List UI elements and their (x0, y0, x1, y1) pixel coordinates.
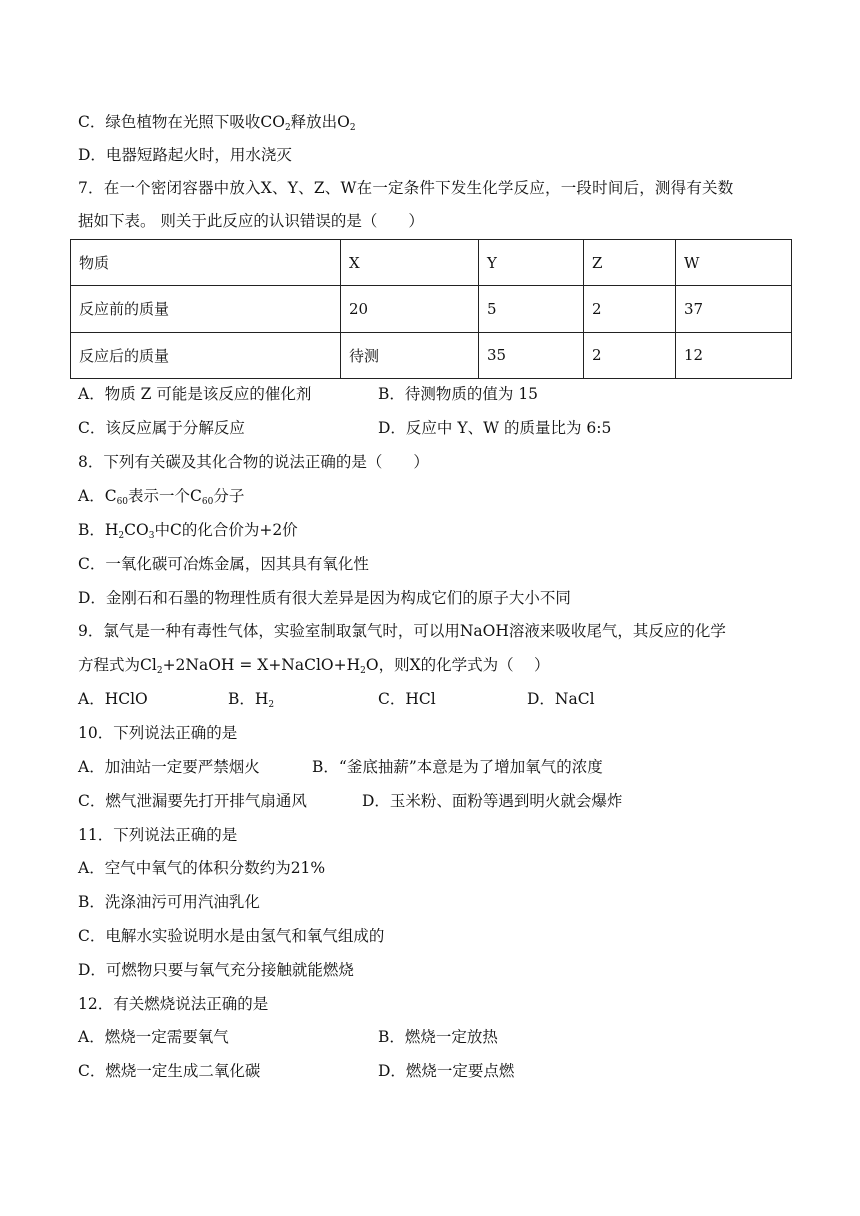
table-row (71, 286, 792, 332)
table-cell: 2 (584, 286, 676, 332)
q12-option-b: B．燃烧一定放热 (378, 1028, 498, 1046)
table-cell: 2 (584, 332, 676, 378)
q11-option-c: C．电解水实验说明水是由氢气和氧气组成的 (78, 927, 385, 945)
q10-option-a: A．加油站一定要严禁烟火 (78, 758, 260, 776)
table-cell: 5 (479, 286, 584, 332)
table-cell: Y (479, 240, 584, 286)
q9-option-c: C．HCl (378, 690, 436, 708)
q10-option-c: C．燃气泄漏要先打开排气扇通风 (78, 792, 307, 810)
table-cell: W (676, 240, 792, 286)
q9-stem-line2: 方程式为$Cl_2+2NaOH$ = $X+NaClO+H_2O$，则X的化学式为（ ） (78, 656, 550, 676)
q8-option-d: D．金刚石和石墨的物理性质有很大差异是因为构成它们的原子大小不同 (78, 589, 571, 607)
table-cell: 12 (676, 332, 792, 378)
q11-option-b: B．洗涤油污可用汽油乳化 (78, 893, 260, 911)
q9-option-d: D．NaCl (527, 690, 595, 708)
q8-option-b: B．$H_2CO_3$中C的化合价为+2价 (78, 521, 298, 541)
table-cell: X (341, 240, 479, 286)
q7-stem-line2: 据如下表。 则关于此反应的认识错误的是（ ） (78, 212, 424, 230)
q10-stem: 10．下列说法正确的是 (78, 724, 238, 742)
q9-stem-line1: 9．氯气是一种有毒性气体，实验室制取氯气时，可以用NaOH溶液来吸收尾气，其反应的化学 (78, 622, 726, 640)
q11-option-d: D．可燃物只要与氧气充分接触就能燃烧 (78, 961, 354, 979)
q12-option-c: C．燃烧一定生成二氧化碳 (78, 1062, 261, 1080)
q8-option-a: A．$C_{60}$表示一个$C_{60}$分子 (78, 487, 245, 507)
q8-option-c: C．一氧化碳可冶炼金属，因其具有氧化性 (78, 555, 369, 573)
q10-option-d: D．玉米粉、面粉等遇到明火就会爆炸 (362, 792, 623, 810)
table-cell: 待测 (341, 332, 479, 378)
q7-option-b: B．待测物质的值为 15 (378, 385, 539, 403)
table-row (71, 240, 792, 286)
table-cell: 35 (479, 332, 584, 378)
q9-option-a: A．HClO (78, 690, 148, 708)
q7-option-a: A．物质 Z 可能是该反应的催化剂 (78, 385, 312, 403)
table-row (71, 332, 792, 378)
q12-option-a: A．燃烧一定需要氧气 (78, 1028, 229, 1046)
q9-option-b: B．$H_2$ (228, 690, 275, 710)
q6-option-c: C．绿色植物在光照下吸收$CO_2$释放出$O_2$ (78, 113, 356, 133)
q7-option-c: C．该反应属于分解反应 (78, 419, 245, 437)
q10-option-b: B．“釜底抽薪”本意是为了增加氧气的浓度 (312, 758, 603, 776)
q7-data-table (70, 239, 792, 379)
table-cell: 反应后的质量 (71, 332, 341, 378)
table-cell: 反应前的质量 (71, 286, 341, 332)
q8-stem: 8．下列有关碳及其化合物的说法正确的是（ ） (78, 453, 429, 471)
table-cell: 20 (341, 286, 479, 332)
q11-stem: 11．下列说法正确的是 (78, 826, 238, 844)
q6-option-d: D．电器短路起火时，用水浇灭 (78, 146, 292, 164)
q7-option-d: D．反应中 Y、W 的质量比为 6:5 (378, 419, 612, 437)
q12-stem: 12．有关燃烧说法正确的是 (78, 995, 269, 1013)
table-cell: 37 (676, 286, 792, 332)
table-cell: 物质 (71, 240, 341, 286)
table-cell: Z (584, 240, 676, 286)
q11-option-a: A．空气中氧气的体积分数约为21% (78, 859, 326, 877)
q7-stem-line1: 7．在一个密闭容器中放入X、Y、Z、W在一定条件下发生化学反应，一段时间后，测得有关数 (78, 179, 734, 197)
q12-option-d: D．燃烧一定要点燃 (378, 1062, 515, 1080)
